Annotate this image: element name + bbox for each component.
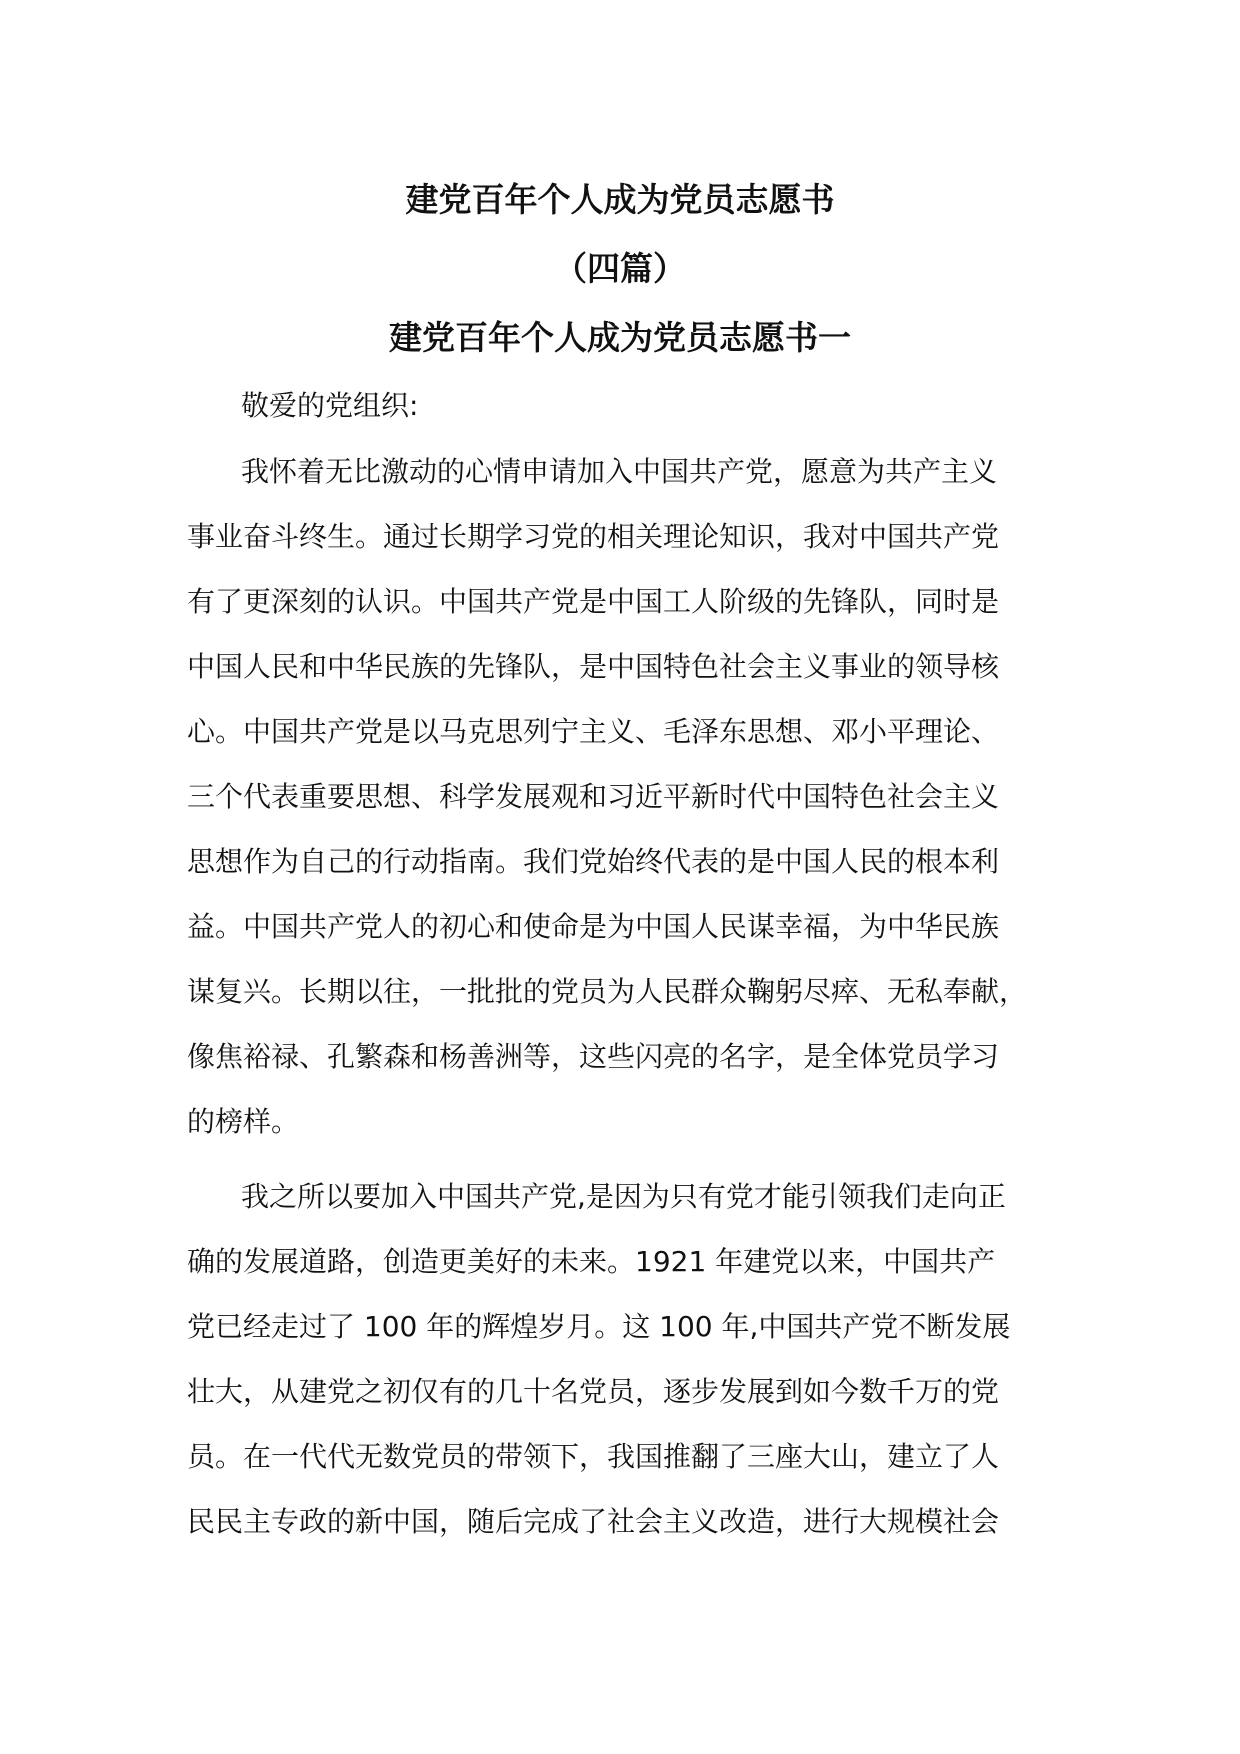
paragraph-line: 的榜样。 — [187, 1105, 300, 1138]
paragraph-line: 像焦裕禄、孔繁森和杨善洲等，这些闪亮的名字，是全体党员学习 — [187, 1040, 1000, 1073]
paragraph-line: 思想作为自己的行动指南。我们党始终代表的是中国人民的根本利 — [187, 845, 1000, 878]
paragraph-line: 我之所以要加入中国共产党,是因为只有党才能引领我们走向正 — [241, 1180, 1006, 1213]
paragraph-line: 我怀着无比激动的心情申请加入中国共产党，愿意为共产主义 — [241, 455, 998, 488]
paragraph-line: 壮大，从建党之初仅有的几十名党员，逐步发展到如今数千万的党 — [187, 1375, 1000, 1408]
paragraph-line: 谋复兴。长期以往，一批批的党员为人民群众鞠躬尽瘁、无私奉献， — [187, 975, 1028, 1008]
paragraph-line: 三个代表重要思想、科学发展观和习近平新时代中国特色社会主义 — [187, 780, 1000, 813]
salutation: 敬爱的党组织: — [241, 389, 419, 422]
paragraph-line: 党已经走过了 100 年的辉煌岁月。这 100 年,中国共产党不断发展 — [187, 1310, 1011, 1343]
section-title: 建党百年个人成为党员志愿书一 — [389, 318, 851, 357]
paragraph-line: 益。中国共产党人的初心和使命是为中国人民谋幸福，为中华民族 — [187, 910, 1000, 943]
document-title: 建党百年个人成为党员志愿书 — [405, 180, 835, 219]
paragraph-line: 中国人民和中华民族的先锋队，是中国特色社会主义事业的领导核 — [187, 650, 1000, 683]
paragraph-line: 有了更深刻的认识。中国共产党是中国工人阶级的先锋队，同时是 — [187, 585, 1000, 618]
paragraph-line: 确的发展道路，创造更美好的未来。1921 年建党以来，中国共产 — [187, 1245, 996, 1278]
paragraph-line: 心。中国共产党是以马克思列宁主义、毛泽东思想、邓小平理论、 — [187, 715, 1000, 748]
paragraph-line: 事业奋斗终生。通过长期学习党的相关理论知识，我对中国共产党 — [187, 520, 1000, 553]
paragraph-line: 民民主专政的新中国，随后完成了社会主义改造，进行大规模社会 — [187, 1505, 1000, 1538]
paragraph-line: 员。在一代代无数党员的带领下，我国推翻了三座大山，建立了人 — [187, 1440, 1000, 1473]
document-subtitle: （四篇） — [554, 249, 686, 288]
